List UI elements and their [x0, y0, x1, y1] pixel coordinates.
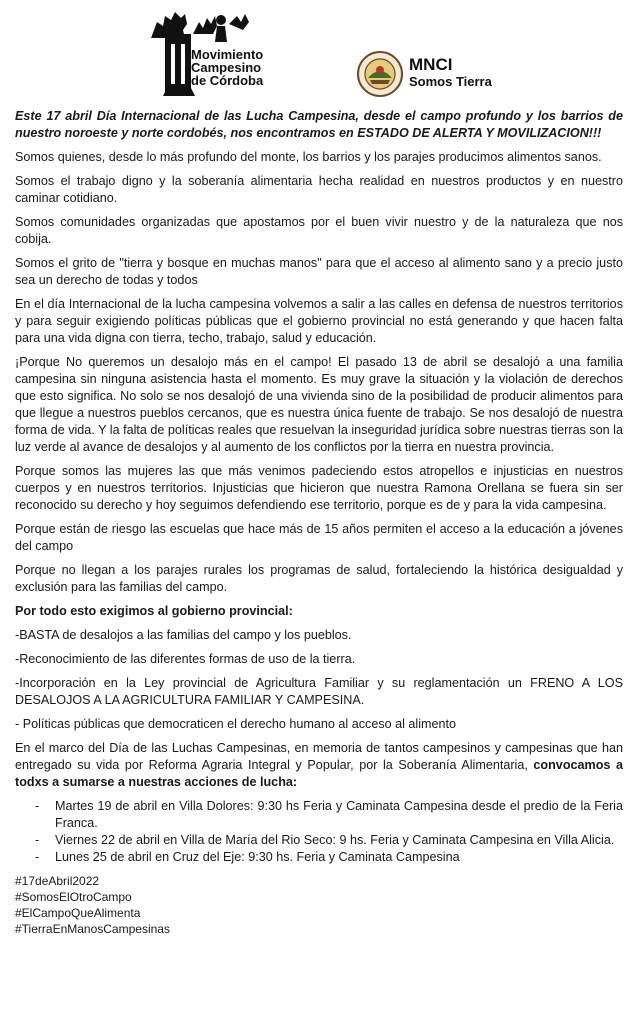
action-text: Viernes 22 de abril en Villa de María del Rio Seco: 9 hs. Feria y Caminata Campesina en Villa Alicia.: [55, 833, 615, 847]
action-item: [15, 832, 623, 849]
demand-item: - Políticas públicas que democraticen el derecho humano al acceso al alimento: [15, 717, 457, 731]
action-bullet: -: [35, 833, 40, 847]
closing-paragraph: [15, 740, 623, 791]
closing-text: En el marco del Día de las Luchas Campesinas, en memoria de tantos campesinos y campesinas que han entregado su vida por Reforma Agraria Integral y Popular, por la Soberanía Alimentaria,: [15, 741, 623, 772]
body-paragraph: Somos el grito de "tierra y bosque en muchas manos" para que el acceso al alimento sano y a precio justo sea un derecho de todas y todos: [15, 256, 623, 287]
demands-heading: Por todo esto exigimos al gobierno provincial:: [15, 604, 293, 618]
document-body: [15, 108, 623, 937]
mnci-emblem-icon: [356, 50, 404, 98]
action-text: Martes 19 de abril en Villa Dolores: 9:30 hs Feria y Caminata Campesina desde el predio de la Feria Franca.: [55, 799, 623, 830]
hashtag: #17deAbril2022: [15, 874, 100, 888]
body-paragraph: Somos quienes, desde lo más profundo del monte, los barrios y los parajes producimos alimentos sanos.: [15, 150, 602, 164]
movimiento-campesino-cordoba-logo: [143, 8, 283, 104]
mnci-subtitle: Somos Tierra: [409, 74, 492, 89]
body-paragraph: En el día Internacional de la lucha campesina volvemos a salir a las calles en defensa de nuestros territorios y para seguir exigiendo políticas públicas que el gobierno provincial no está generando y que hacen falta para una vida digna con tierra, techo, trabajo, salud y educación.: [15, 297, 623, 345]
demand-item: -Incorporación en la Ley provincial de Agricultura Familiar y su reglamentación un FRENO A LOS DESALOJOS A LA AGRICULTURA FAMILIAR Y CAMPESINA.: [15, 676, 623, 707]
action-item: [15, 849, 623, 866]
mnci-title: MNCI: [409, 55, 453, 74]
demand-item: -BASTA de desalojos a las familias del campo y los pueblos.: [15, 628, 352, 642]
hashtag: #ElCampoQueAlimenta: [15, 906, 141, 920]
body-paragraph: Porque somos las mujeres las que más venimos padeciendo estos atropellos e injusticias en nuestros cuerpos y en nuestros territorios. Injusticias que hicieron que nuestra Ramona Orellana se fuera sin ser reconocido su derecho y hoy seguimos defendiendo ese territorio, porque es de y para la vida campesina.: [15, 464, 623, 512]
closing-call: convocamos a todxs a sumarse a nuestras acciones de lucha:: [15, 758, 623, 789]
body-paragraph: ¡Porque No queremos un desalojo más en el campo! El pasado 13 de abril se desalojó a una familia campesina sin ninguna asistencia hasta el momento. Es muy grave la situación y la violación de derechos que esto significa. No solo se nos desalojó de una vivienda sino de la posibilidad de producir alimentos para que llegue a nuestros pueblos cercanos, que es nuestra única fuente de trabajo. Se nos desalojó de nuestra forma de vida. Y la falta de políticas reales que resuelvan la inseguridad jurídica sobre nuestras tierras son la luz verde al avance de desalojos y al aumento de los conflictos por la tierra en nuestra provincia.: [15, 355, 623, 454]
actions-list: [15, 798, 623, 866]
mcc-logo-wordmark: [191, 48, 263, 87]
hashtag: #SomosElOtroCampo: [15, 890, 132, 904]
demand-item: -Reconocimiento de las diferentes formas de uso de la tierra.: [15, 652, 356, 666]
action-item: [15, 798, 623, 832]
body-paragraph: Somos el trabajo digno y la soberanía alimentaria hecha realidad en nuestros productos y en nuestro caminar cotidiano.: [15, 174, 623, 205]
header: [0, 0, 638, 108]
body-paragraph: Porque están de riesgo las escuelas que hace más de 15 años permiten el acceso a la educación a jóvenes del campo: [15, 522, 623, 553]
mcc-logo-line: de Córdoba: [191, 73, 264, 88]
intro-paragraph: Este 17 abril Día Internacional de las Lucha Campesina, desde el campo profundo y los barrios de nuestro noroeste y norte cordobés, nos encontramos en ESTADO DE ALERTA Y MOVILIZACION!!!: [15, 109, 623, 140]
action-text: Lunes 25 de abril en Cruz del Eje: 9:30 hs. Feria y Caminata Campesina: [55, 850, 460, 864]
mcc-logo-line: Movimiento: [191, 47, 264, 62]
mnci-logo: [356, 50, 492, 100]
body-paragraph: Somos comunidades organizadas que apostamos por el buen vivir nuestro y de la naturaleza que nos cobija.: [15, 215, 623, 246]
mcc-logo-line: Campesino: [191, 60, 262, 75]
action-bullet: -: [35, 799, 40, 813]
hashtags: [15, 873, 623, 937]
hashtag: #TierraEnManosCampesinas: [15, 922, 170, 936]
action-bullet: -: [35, 850, 40, 864]
body-paragraph: Porque no llegan a los parajes rurales los programas de salud, fortaleciendo la histórica desigualdad y exclusión para las familias del campo.: [15, 563, 623, 594]
